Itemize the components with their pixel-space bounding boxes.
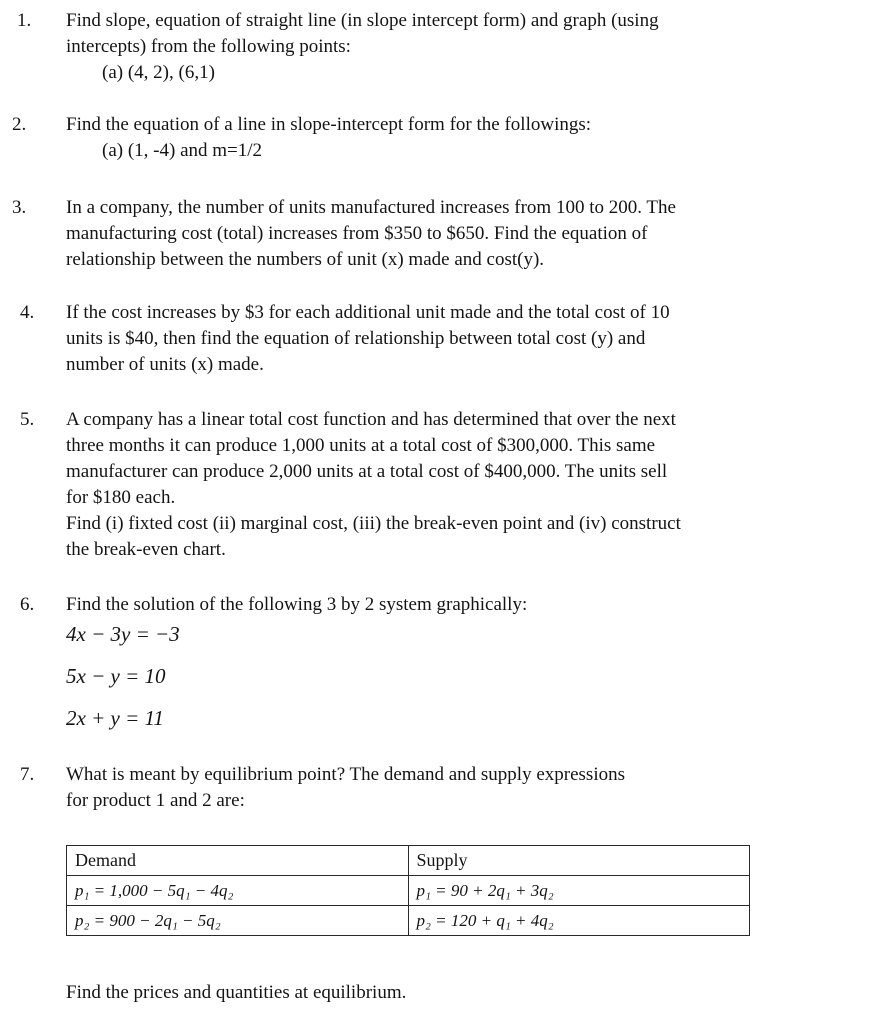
question-line: What is meant by equilibrium point? The demand and supply expressions [66,764,625,785]
question-line: units is $40, then find the equation of relationship between total cost (y) and [66,328,646,349]
equation: 5x − y = 10 [66,664,166,688]
question-text [66,8,818,86]
question-text [66,195,818,273]
question-text [66,592,818,746]
table-cell: p₂ = 900 − 2q₁ − 5q₂ [67,906,409,936]
question-number: 2. [12,114,27,135]
question-line: for product 1 and 2 are: [66,790,245,811]
demand-supply-table [66,845,750,936]
table-header-supply: Supply [408,846,750,876]
question-line: Find the solution of the following 3 by 2 system graphically: [66,594,528,615]
question-subpart: (a) (4, 2), (6,1) [102,62,215,83]
question-line: A company has a linear total cost function and has determined that over the next [66,409,676,430]
table-cell: p₂ = 120 + q₁ + 4q₂ [408,906,750,936]
question-line: In a company, the number of units manufactured increases from 100 to 200. The [66,197,676,218]
question-line: manufacturing cost (total) increases from $350 to $650. Find the equation of [66,223,648,244]
equation: 2x + y = 11 [66,706,164,730]
question-number: 6. [20,594,35,615]
question-text [66,300,818,378]
question-line: Find the equation of a line in slope-intercept form for the followings: [66,114,592,135]
question-subpart: (a) (1, -4) and m=1/2 [102,140,263,161]
question-text [66,762,818,814]
question-text [66,112,818,164]
question-number: 4. [20,302,35,323]
final-instruction: Find the prices and quantities at equilibrium. [66,982,407,1003]
table-cell: p₁ = 90 + 2q₁ + 3q₂ [408,876,750,906]
question-line: Find (i) fixted cost (ii) marginal cost, (iii) the break-even point and (iv) construct [66,513,681,534]
table-header-row [67,846,750,876]
question-number: 5. [20,409,35,430]
question-line: If the cost increases by $3 for each additional unit made and the total cost of 10 [66,302,670,323]
question-line: three months it can produce 1,000 units at a total cost of $300,000. This same [66,435,656,456]
table-row [67,876,750,906]
table-header-demand: Demand [67,846,409,876]
question-line: manufacturer can produce 2,000 units at a total cost of $400,000. The units sell [66,461,668,482]
question-line: for $180 each. [66,487,176,508]
table-cell: p₁ = 1,000 − 5q₁ − 4q₂ [67,876,409,906]
question-number: 3. [12,197,27,218]
question-number: 1. [17,10,32,31]
question-line: the break-even chart. [66,539,226,560]
question-number: 7. [20,764,35,785]
question-text [66,407,818,563]
table-row [67,906,750,936]
question-line: relationship between the numbers of unit (x) made and cost(y). [66,249,545,270]
question-line: intercepts) from the following points: [66,36,351,57]
equation: 4x − 3y = −3 [66,622,180,646]
question-line: number of units (x) made. [66,354,264,375]
question-line: Find slope, equation of straight line (in slope intercept form) and graph (using [66,10,659,31]
